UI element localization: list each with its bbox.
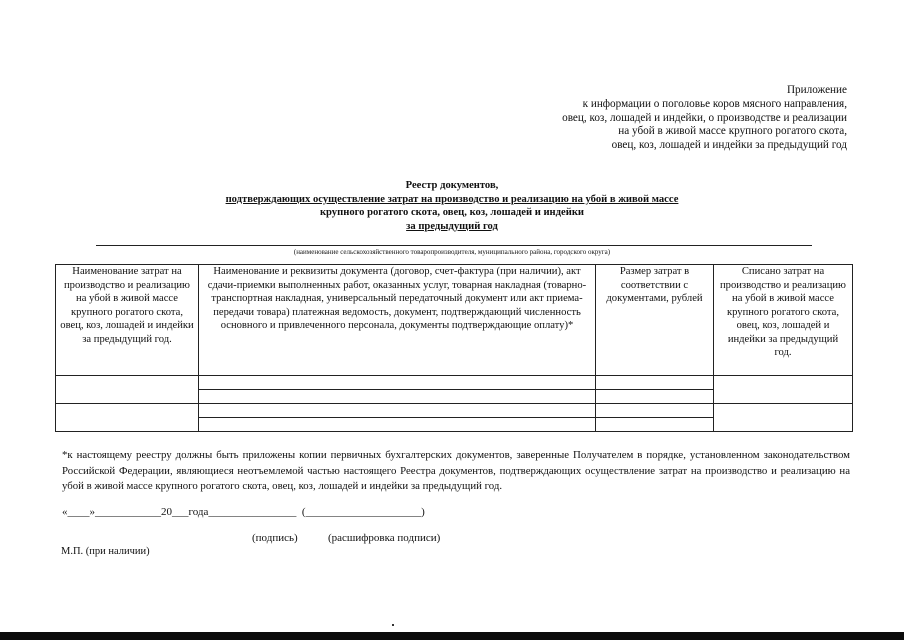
column-header: Наименование и реквизиты документа (договор, счет-фактура (при наличии), акт сдачи-приемки выполненных работ, оказанных услуг, товарная накладная (товарно-транспортная накладная, универсальный передаточный документ или акт приема-передачи товара) платежная ведомость, документ, подтверждающий численность основного и привлеченного персонала, документы подтверждающие оплату)* — [199, 265, 596, 376]
appendix-line: Приложение — [786, 84, 847, 96]
table-row — [56, 376, 853, 390]
table-cell[interactable] — [199, 404, 596, 418]
appendix-line: овец, коз, лошадей и индейки, о производстве и реализации — [562, 111, 847, 124]
appendix-line: овец, коз, лошадей и индейки за предыдущий год — [611, 139, 847, 152]
table-cell[interactable] — [596, 418, 714, 432]
table-cell[interactable] — [199, 376, 596, 390]
table-row — [56, 404, 853, 418]
table-cell[interactable] — [596, 404, 714, 418]
table-cell[interactable] — [714, 404, 853, 432]
table-cell[interactable] — [596, 376, 714, 390]
signature-caption: (подпись) — [252, 532, 298, 544]
appendix-line: к информации о поголовье коров мясного направления, — [582, 97, 847, 110]
appendix-block — [562, 84, 847, 153]
table-cell[interactable] — [199, 418, 596, 432]
producer-name-caption: (наименование сельскохозяйственного товаропроизводителя, муниципального района, городского округа) — [293, 248, 611, 256]
title-line: за предыдущий год — [406, 220, 498, 232]
table-cell[interactable] — [714, 376, 853, 404]
table-cell[interactable] — [56, 376, 199, 404]
column-header: Размер затрат в соответствии с документами, рублей — [596, 265, 714, 376]
table-header-row — [56, 265, 853, 376]
stamp-place-label: М.П. (при наличии) — [61, 546, 150, 557]
title-line: Реестр документов, — [405, 180, 499, 191]
scan-speck — [392, 624, 394, 626]
registry-table — [55, 264, 853, 432]
title-line: крупного рогатого скота, овец, коз, лошадей и индейки — [319, 207, 585, 219]
column-header: Списано затрат на производство и реализацию на убой в живой массе крупного рогатого скота, овец, коз, лошадей и индейки за предыдущий год. — [714, 265, 853, 376]
table-cell[interactable] — [56, 404, 199, 432]
producer-name-field[interactable] — [96, 245, 812, 246]
footnote: *к настоящему реестру должны быть приложены копии первичных бухгалтерских документов, заверенные Получателем в порядке, установленном законодательством Российской Федерации, являющиеся неотъемлемой частью настоящего Реестра документов, подтверждающих осуществление затрат на производство и реализацию на убой в живой массе крупного рогатого скота, овец, коз, лошадей и индейки за предыдущий год. — [62, 449, 850, 492]
column-header: Наименование затрат на производство и реализацию на убой в живой массе крупного рогатого скота, овец, коз, лошадей и индейки за предыдущий год. — [56, 265, 199, 376]
appendix-line: на убой в живой массе крупного рогатого скота, — [618, 125, 847, 138]
table-cell[interactable] — [199, 390, 596, 404]
scan-edge-bar — [0, 632, 904, 640]
title-line: подтверждающих осуществление затрат на производство и реализацию на убой в живой массе — [225, 193, 679, 205]
table-cell[interactable] — [596, 390, 714, 404]
signature-decrypt-caption: (расшифровка подписи) — [328, 532, 441, 544]
date-signature-line[interactable]: «____»____________20___года________________ (_____________________) — [62, 506, 425, 518]
document-title — [0, 179, 904, 233]
